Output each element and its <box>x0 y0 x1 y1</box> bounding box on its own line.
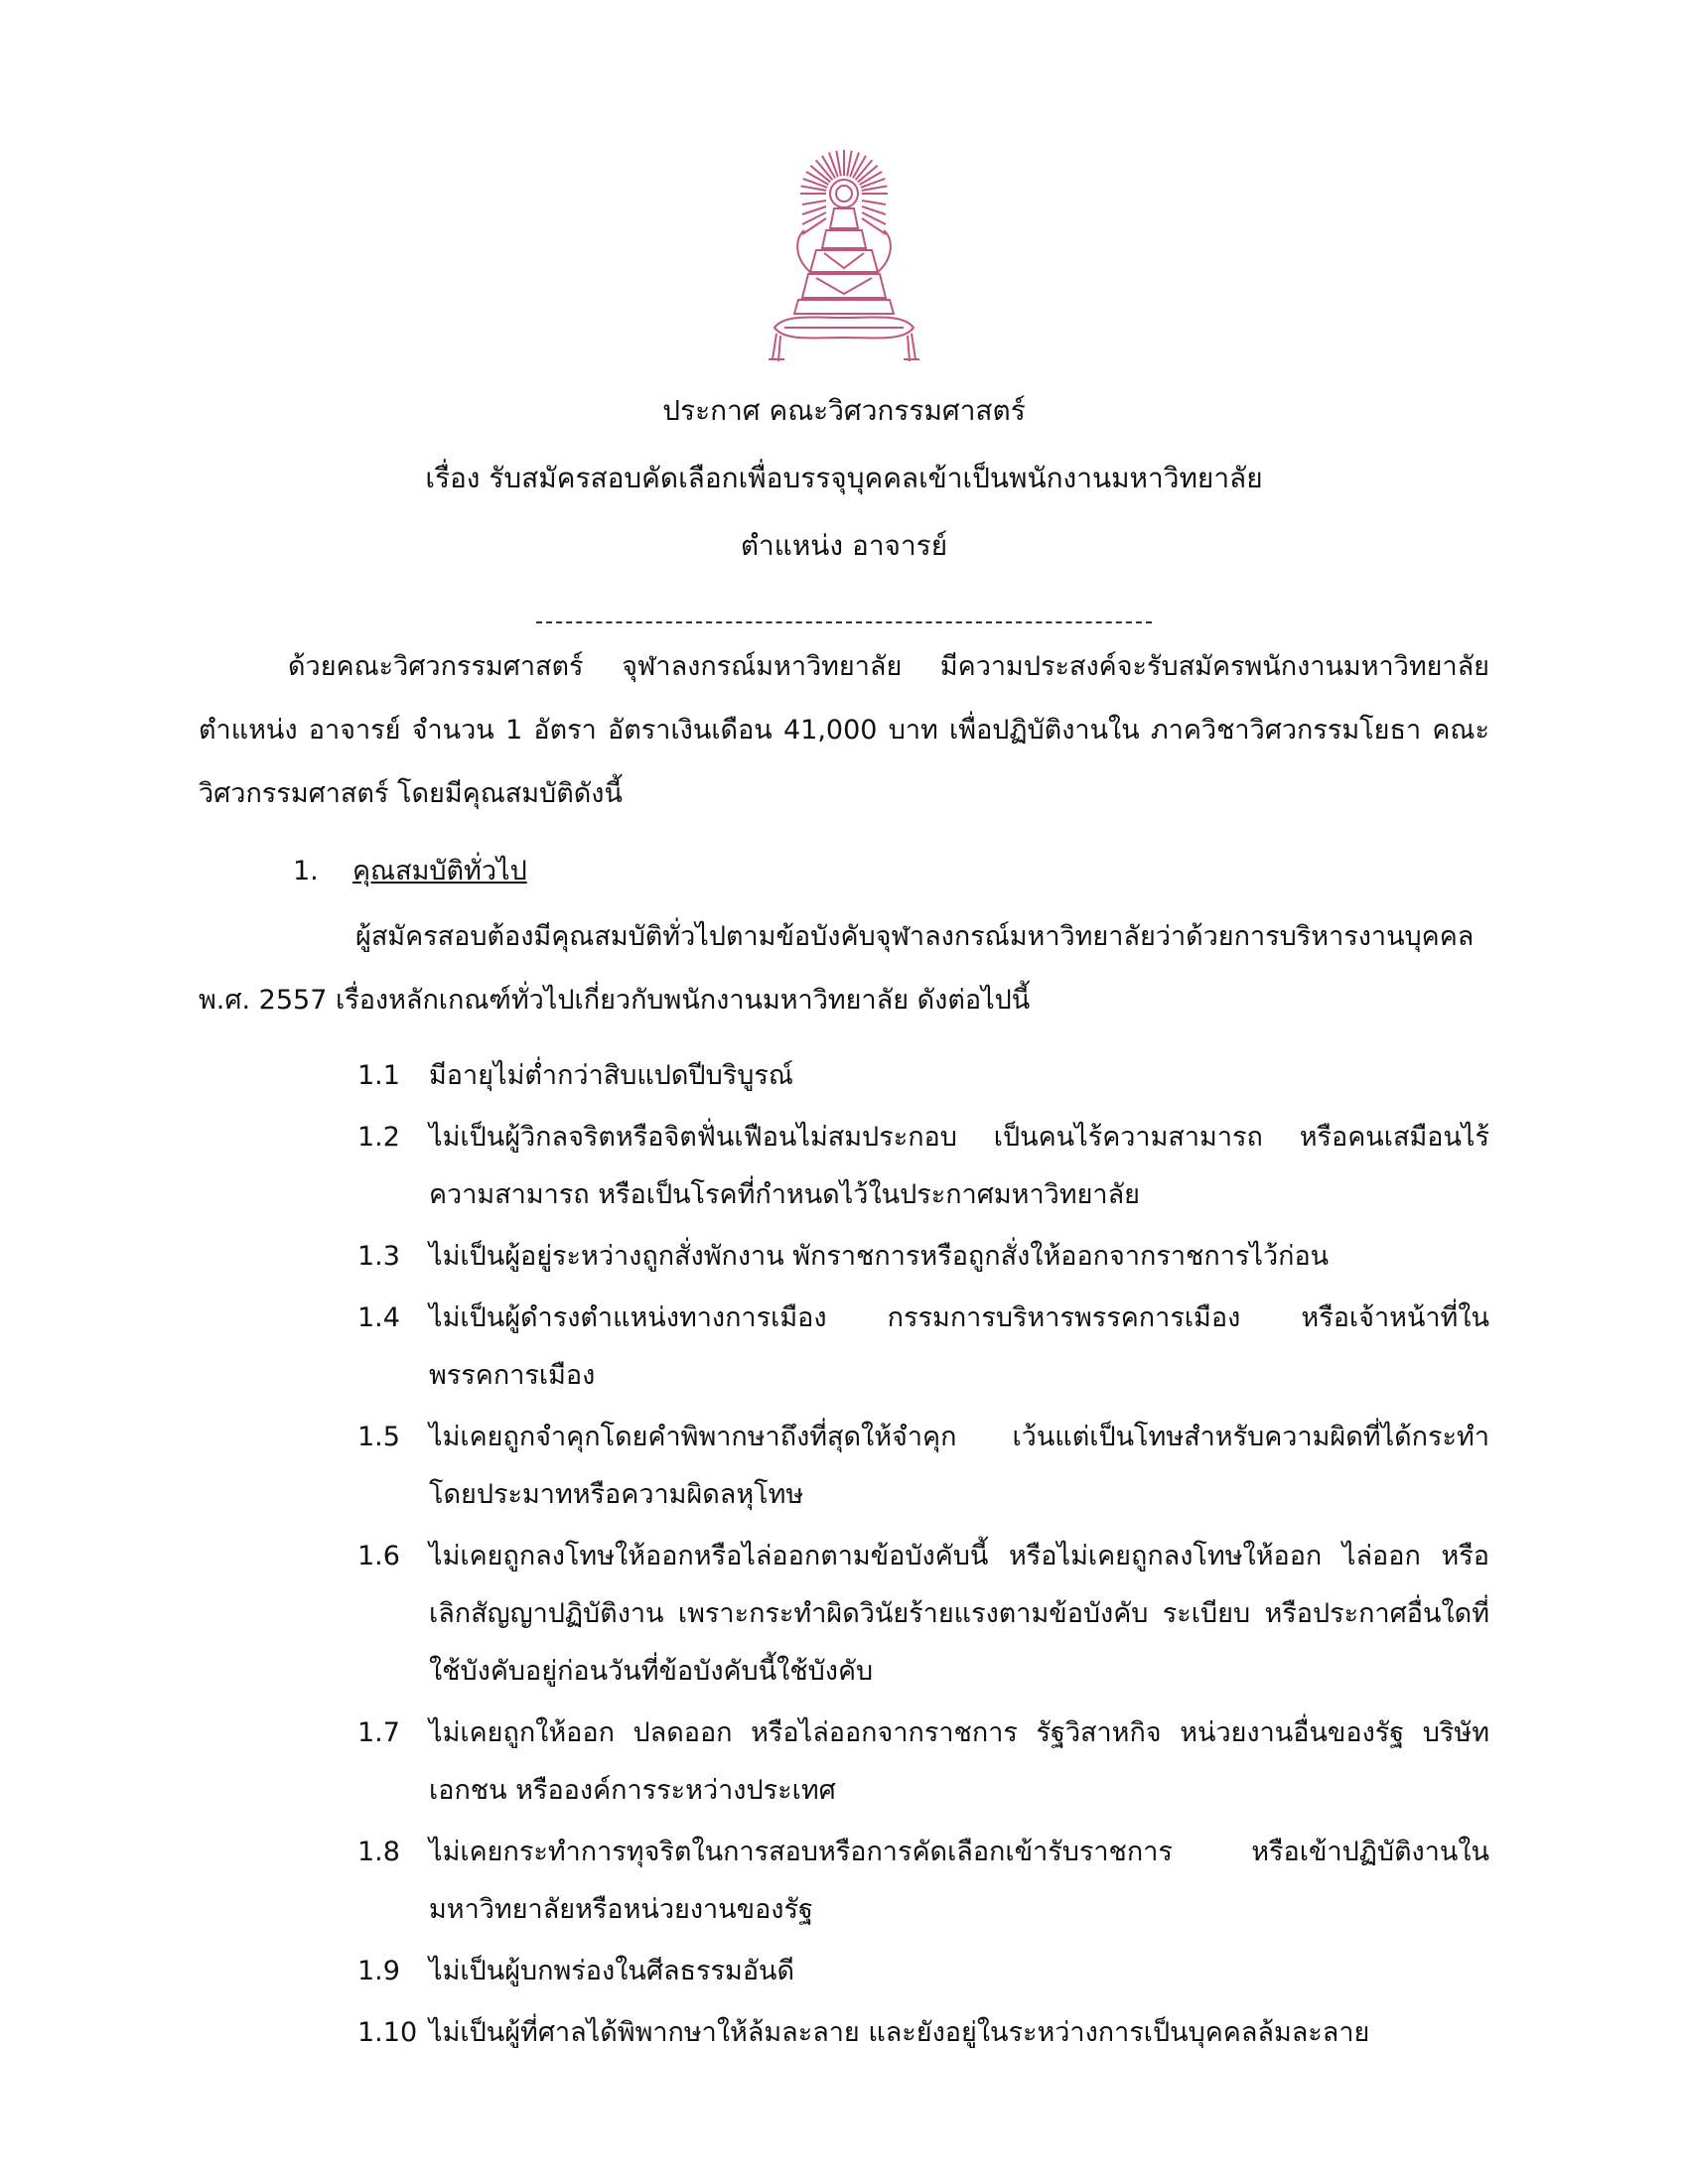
item-text: ไม่เป็นผู้อยู่ระหว่างถูกสั่งพักงาน พักราชการหรือถูกสั่งให้ออกจากราชการไว้ก่อน <box>429 1241 1330 1272</box>
section-body-paragraph <box>199 905 1489 1032</box>
item-number: 1.8 <box>357 1837 400 1867</box>
item-text: ไม่เป็นผู้บกพร่องในศีลธรรมอันดี <box>429 1956 795 1986</box>
intro-text: ด้วยคณะวิศวกรรมศาสตร์ จุฬาลงกรณ์มหาวิทยาลัย มีความประสงค์จะรับสมัครพนักงานมหาวิทยาลัย ตำแหน่ง อาจารย์ จำนวน 1 อัตรา อัตราเงินเดือน 41,000 บาท เพื่อปฏิบัติงานใน ภาควิชาวิศวกรรมโยธา คณะวิศวกรรมศาสตร์ โดยมีคุณสมบัติดังนี้ <box>199 651 1489 809</box>
chulalongkorn-phra-kiao-emblem-icon <box>755 139 933 377</box>
list-item <box>357 1409 1489 1524</box>
qualification-list <box>357 1047 1489 2066</box>
item-text: ไม่เป็นผู้วิกลจริตหรือจิตฟั่นเฟือนไม่สมประกอบ เป็นคนไร้ความสามารถ หรือคนเสมือนไร้ความสามารถ หรือเป็นโรคที่กำหนดไว้ในประกาศมหาวิทยาลัย <box>429 1122 1489 1210</box>
intro-paragraph <box>199 635 1489 826</box>
announcement-position: ตำแหน่ง อาจารย์ <box>740 529 948 562</box>
section-number: 1. <box>293 856 319 887</box>
item-number: 1.6 <box>357 1541 400 1571</box>
item-number: 1.10 <box>357 2017 418 2048</box>
item-number: 1.1 <box>357 1060 400 1091</box>
item-text: ไม่เป็นผู้ดำรงตำแหน่งทางการเมือง กรรมการบริหารพรรคการเมือง หรือเจ้าหน้าที่ในพรรคการเมือง <box>429 1302 1489 1391</box>
list-item <box>357 2004 1489 2062</box>
item-number: 1.2 <box>357 1122 400 1153</box>
list-item <box>357 1109 1489 1224</box>
item-number: 1.3 <box>357 1241 400 1272</box>
item-text: ไม่เคยถูกลงโทษให้ออกหรือไล่ออกตามข้อบังคับนี้ หรือไม่เคยถูกลงโทษให้ออก ไล่ออก หรือเลิกสัญญาปฏิบัติงาน เพราะกระทำผิดวินัยร้ายแรงตามข้อบังคับ ระเบียบ หรือประกาศอื่นใดที่ใช้บังคับอยู่ก่อนวันที่ข้อบังคับนี้ใช้บังคับ <box>429 1541 1489 1687</box>
section-heading <box>293 849 527 891</box>
item-number: 1.4 <box>357 1302 400 1333</box>
dashed-divider <box>536 592 1152 623</box>
list-item <box>357 1047 1489 1105</box>
list-item <box>357 1228 1489 1286</box>
section-body-text: ผู้สมัครสอบต้องมีคุณสมบัติทั่วไปตามข้อบังคับจุฬาลงกรณ์มหาวิทยาลัยว่าด้วยการบริหารงานบุคคล พ.ศ. 2557 เรื่องหลักเกณฑ์ทั่วไปเกี่ยวกับพนักงานมหาวิทยาลัย ดังต่อไปนี้ <box>199 921 1475 1016</box>
announcement-subject: เรื่อง รับสมัครสอบคัดเลือกเพื่อบรรจุบุคคลเข้าเป็นพนักงานมหาวิทยาลัย <box>425 462 1263 494</box>
item-number: 1.9 <box>357 1956 400 1986</box>
item-text: ไม่เคยกระทำการทุจริตในการสอบหรือการคัดเลือกเข้ารับราชการ หรือเข้าปฏิบัติงานในมหาวิทยาลัยหรือหน่วยงานของรัฐ <box>429 1837 1489 1925</box>
list-item <box>357 1290 1489 1405</box>
list-item <box>357 1943 1489 2000</box>
list-item <box>357 1705 1489 1820</box>
list-item <box>357 1528 1489 1701</box>
announcement-title: ประกาศ คณะวิศวกรรมศาสตร์ <box>662 394 1026 427</box>
item-text: ไม่เป็นผู้ที่ศาลได้พิพากษาให้ล้มละลาย และยังอยู่ในระหว่างการเป็นบุคคลล้มละลาย <box>429 2017 1370 2048</box>
item-number: 1.5 <box>357 1422 400 1452</box>
item-text: ไม่เคยถูกให้ออก ปลดออก หรือไล่ออกจากราชการ รัฐวิสาหกิจ หน่วยงานอื่นของรัฐ บริษัทเอกชน หรือองค์การระหว่างประเทศ <box>429 1717 1489 1806</box>
section-title: คุณสมบัติทั่วไป <box>352 856 527 887</box>
item-text: ไม่เคยถูกจำคุกโดยคำพิพากษาถึงที่สุดให้จำคุก เว้นแต่เป็นโทษสำหรับความผิดที่ได้กระทำโดยประมาทหรือความผิดลหุโทษ <box>429 1422 1489 1510</box>
list-item <box>357 1824 1489 1939</box>
item-number: 1.7 <box>357 1717 400 1748</box>
item-text: มีอายุไม่ต่ำกว่าสิบแปดปีบริบูรณ์ <box>429 1060 793 1091</box>
